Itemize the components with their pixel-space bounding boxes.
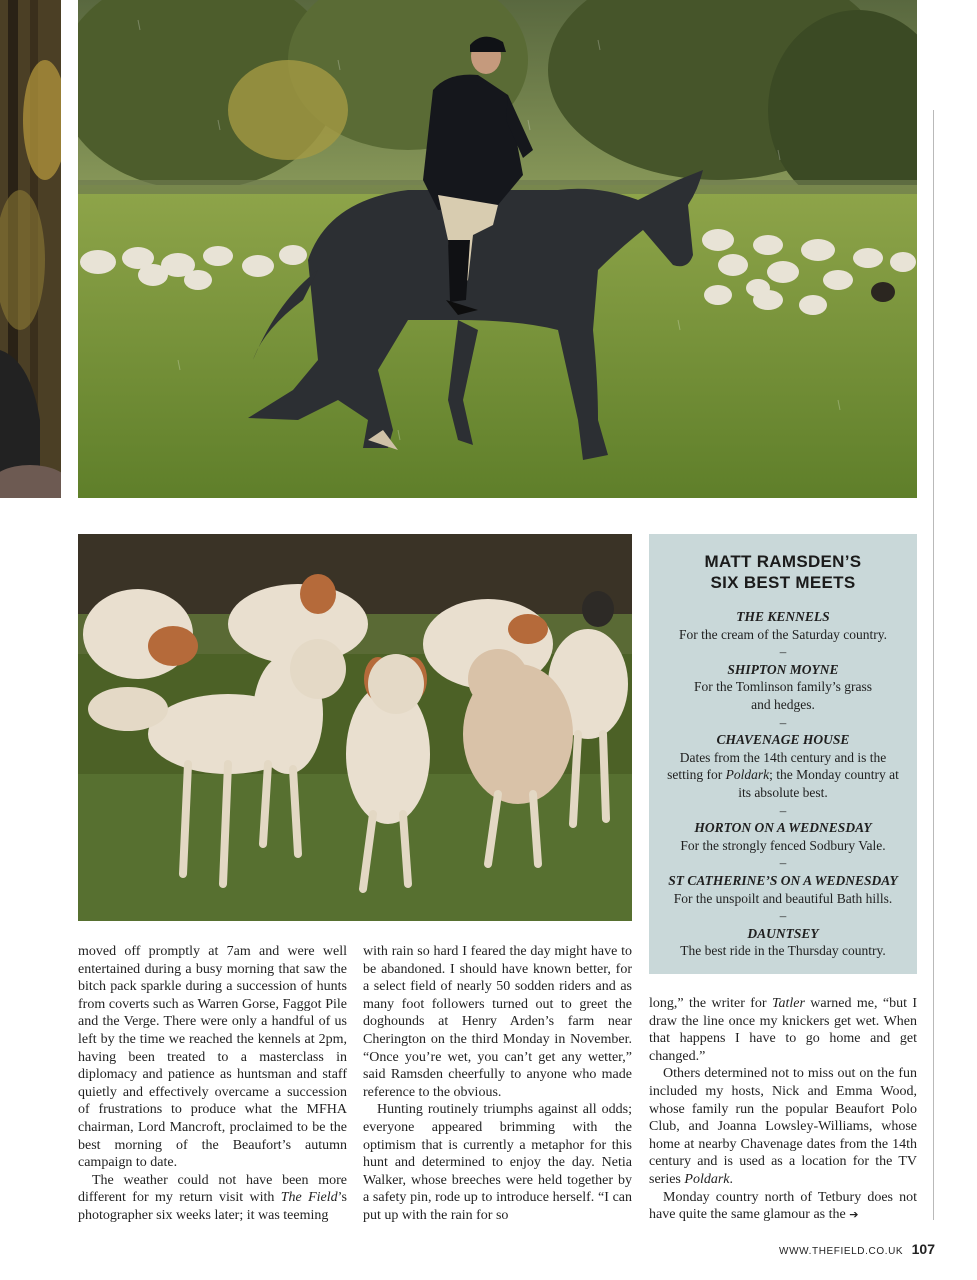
- meet-item: [661, 731, 905, 801]
- hero-photo-graphic: [78, 0, 917, 498]
- sidebar-six-best-meets: [649, 534, 917, 974]
- meet-desc-text: ; the Monday country at its absolute best.: [738, 767, 899, 800]
- article-column-3: [649, 995, 917, 1224]
- meet-desc-italic: Poldark: [725, 767, 770, 783]
- meet-name: DAUNTSEY: [747, 925, 819, 941]
- tv-series-title: Poldark: [684, 1171, 730, 1187]
- meet-name: ST CATHERINE’S ON A WEDNESDAY: [668, 872, 898, 888]
- meet-desc: [661, 749, 905, 802]
- page-footer: [779, 1241, 935, 1259]
- paragraph: [78, 1172, 347, 1225]
- paragraph-text: Monday country north of Tetbury does not have quite the same glamour as the: [649, 1189, 917, 1223]
- paragraph-text: The weather could not have been more different for my return visit with: [78, 1172, 347, 1206]
- continue-arrow-icon: ➔: [849, 1208, 859, 1222]
- paragraph: [649, 995, 917, 1065]
- meet-desc: For the unspoilt and beautiful Bath hills.: [673, 890, 893, 906]
- meet-desc: For the strongly fenced Sodbury Vale.: [680, 837, 886, 853]
- meet-item: [661, 925, 905, 960]
- page-number: 107: [911, 1241, 935, 1257]
- meet-separator: –: [779, 714, 787, 730]
- meet-separator: –: [779, 802, 787, 818]
- meet-separator: –: [779, 644, 787, 660]
- meet-separator: –: [779, 908, 787, 924]
- paragraph: with rain so hard I feared the day might have to be abandoned. I should have known better, for a select field of nearly 50 sodden riders and as many foot followers turned out to greet the doghounds at Henry Arden’s farm near Cherington on the third Monday in November. “Once you’re wet, you can’t get any wetter,” said Ramsden cheerfully to anyone who made reference to the obvious.: [363, 944, 632, 1100]
- meet-item: [661, 819, 905, 854]
- meet-item: [661, 661, 905, 714]
- hounds-photo: [78, 534, 632, 921]
- paragraph-text: warned me, “but I draw the line once my knickers get wet. When that happens I have to go home and get changed.”: [649, 996, 917, 1064]
- meet-desc: The best ride in the Thursday country.: [680, 943, 886, 959]
- paragraph: [649, 1065, 917, 1188]
- paragraph-text: long,” the writer for: [649, 996, 772, 1011]
- hounds-photo-graphic: [78, 534, 632, 921]
- hero-photo-rider-on-horse: [78, 0, 917, 498]
- sidebar-title-line2: SIX BEST MEETS: [710, 573, 856, 592]
- meet-desc: For the Tomlinson family’s grass and hedges.: [693, 679, 873, 712]
- publication-title: Tatler: [771, 996, 805, 1011]
- meet-item: [661, 608, 905, 643]
- meet-name: CHAVENAGE HOUSE: [716, 732, 850, 748]
- right-margin-rule: [933, 110, 934, 1220]
- article-column-2: [363, 943, 632, 1225]
- paragraph-text: .: [729, 1171, 733, 1187]
- sidebar-title-line1: MATT RAMSDEN’S: [704, 552, 862, 571]
- meet-item: [661, 872, 905, 907]
- left-edge-photo-strip: [0, 0, 61, 498]
- paragraph: Hunting routinely triumphs against all odds; everyone appeared brimming with the optimism that is currently a metaphor for this hunt and determined to enjoy the day. Netia Walker, whose breeches were held together by a safety pin, rode up to introduce herself. “I can put up with the rain for so: [363, 1102, 632, 1223]
- left-strip-graphic: [0, 0, 61, 498]
- paragraph-text: Others determined not to miss out on the fun included my hosts, Nick and Emma Wood, whose family run the popular Beaufort Polo Club, and Joanna Lowsley-Williams, whose home at nearby Chavenage dates from the 14th century and is used as a location for the TV series: [649, 1066, 917, 1187]
- article-column-1: [78, 943, 347, 1225]
- meet-name: HORTON ON A WEDNESDAY: [694, 820, 872, 836]
- sidebar-list: [661, 608, 905, 960]
- meet-desc: For the cream of the Saturday country.: [679, 626, 887, 642]
- meet-desc-text: Dates from the 14th century and is the setting for: [667, 749, 887, 783]
- publication-title: The Field: [280, 1190, 338, 1206]
- meet-separator: –: [779, 855, 787, 871]
- paragraph: [649, 1189, 917, 1224]
- meet-name: THE KENNELS: [736, 609, 830, 624]
- website-url: WWW.THEFIELD.CO.UK: [779, 1246, 904, 1257]
- paragraph-text: ’s photographer six weeks later; it was teeming: [78, 1190, 347, 1223]
- sidebar-title: [649, 551, 917, 593]
- meet-name: SHIPTON MOYNE: [727, 661, 839, 677]
- paragraph: moved off promptly at 7am and were well entertained during a busy morning that saw the bitch pack sparkle during a succession of hunts from coverts such as Warren Gorse, Faggot Pile and the Verge. There were only a handful of us left by the time we reached the kennels at 2pm, having been treated to a masterclass in diplomacy and patience as huntsman and staff quietly and effectively overcame a succession of frustrations to produce what the MFHA chairman, Lord Mancroft, proclaimed to be the best morning of the Beaufort’s autumn campaign to date.: [78, 944, 347, 1171]
